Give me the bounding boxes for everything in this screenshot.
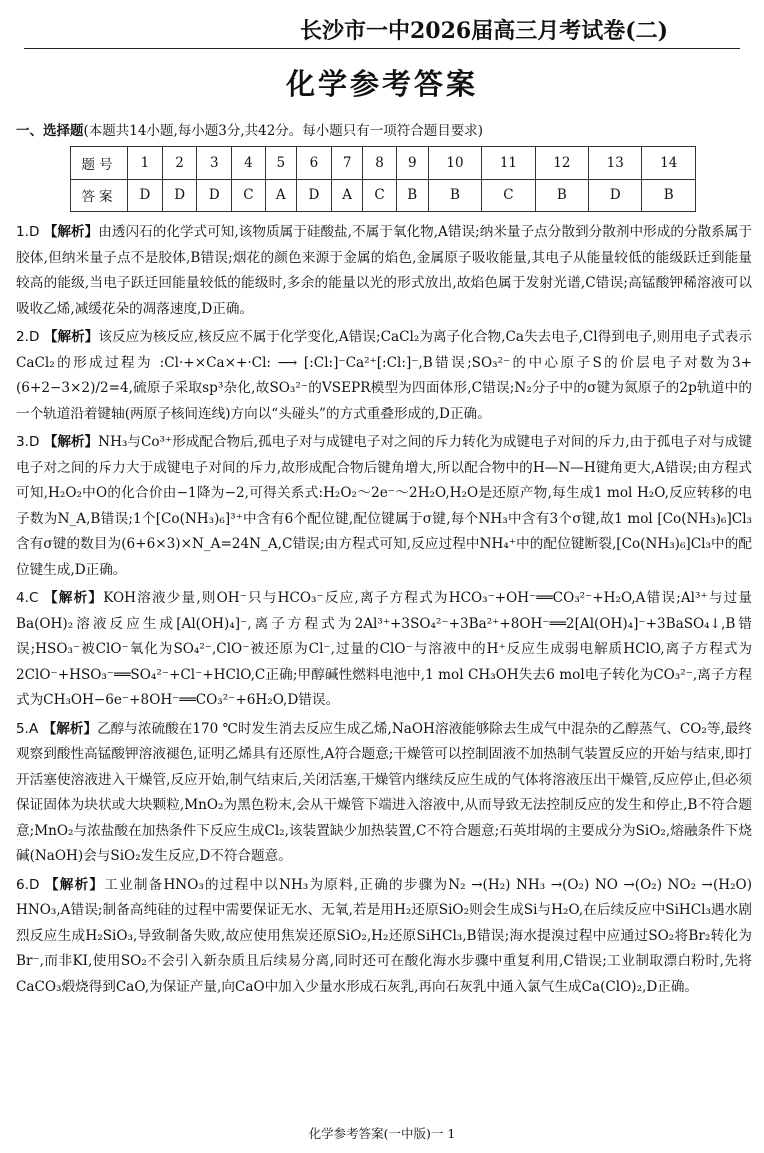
answer-cell: B <box>396 179 428 212</box>
answer-table-number-row <box>71 147 696 180</box>
answer-cell: C <box>482 179 535 212</box>
explanation-number: 4.C <box>16 590 39 606</box>
explanation-text: KOH溶液少量,则OH⁻只与HCO₃⁻反应,离子方程式为HCO₃⁻+OH⁻══CO₃²⁻+H₂O,A错误;Al³⁺与过量Ba(OH)₂溶液反应生成[Al(OH)₄]⁻,离子方程式为2Al³⁺+3SO₄²⁻+3Ba²⁺+8OH⁻══2[Al(OH)₄]⁻+3BaSO₄↓,B错误;HSO₃⁻被ClO⁻氧化为SO₄²⁻,ClO⁻被还原为Cl⁻,过量的ClO⁻与溶液中的H⁺反应生成弱电解质HClO,离子方程式为2ClO⁻+HSO₃⁻══SO₄²⁻+Cl⁻+HClO,C正确;甲醇碱性燃料电池中,1 mol CH₃OH失去6 mol电子转化为CO₃²⁻,离子方程式为CH₃OH−6e⁻+8OH⁻══CO₃²⁻+6H₂O,D错误。 <box>16 590 753 708</box>
answer-cell: D <box>162 179 197 212</box>
document-title: 化学参考答案 <box>285 67 478 101</box>
explanation-number: 6.D <box>16 876 40 893</box>
question-number: 11 <box>482 147 535 180</box>
question-number: 6 <box>297 147 332 180</box>
section-heading <box>16 119 756 139</box>
explanation-number: 1.D <box>16 224 40 240</box>
answer-cell: D <box>197 179 232 212</box>
explanation-tag: 【解析】 <box>44 876 105 893</box>
explanation-item-6 <box>16 873 752 1001</box>
school-exam-title: 长沙市一中2026届高三月考试卷(二) <box>300 18 669 44</box>
explanations-list <box>16 220 752 1003</box>
explanation-item-2 <box>16 325 752 427</box>
question-number: 9 <box>396 147 428 180</box>
explanation-item-1 <box>16 220 752 322</box>
explanation-text: 该反应为核反应,核反应不属于化学变化,A错误;CaCl₂为离子化合物,Ca失去电子,Cl得到电子,则用电子式表示CaCl₂的形成过程为 :Cl·+×Ca×+·Cl: ⟶ [:Cl:]⁻Ca²⁺[:Cl:]⁻,B错误;SO₃²⁻的中心原子S的价层电子对数为3+(6+2−3×2)/2=4,硫原子采取sp³杂化,故SO₃²⁻的VSEPR模型为四面体形,C错误;N₂分子中的σ键为氮原子的2p轨道中的一个轨道沿着键轴(两原子核间连线)方向以“头碰头”的方式重叠形成的,D正确。 <box>16 329 752 422</box>
explanation-text: 由透闪石的化学式可知,该物质属于硅酸盐,不属于氧化物,A错误;纳米量子点分散到分散剂中形成的分散系属于胶体,但纳米量子点不是胶体,B错误;烟花的颜色来源于金属的焰色,金属原子吸收能量,其电子从能量较低的能级跃迁到能量较高的能级,当电子跃迁回能量较低的能级时,多余的能量以光的形式放出,故焰色属于发射光谱,C错误;高锰酸钾稀溶液可以吸收乙烯,减缓花朵的凋落速度,D正确。 <box>16 224 752 317</box>
explanation-tag: 【解析】 <box>43 329 99 345</box>
explanation-item-3 <box>16 430 752 583</box>
explanation-number: 2.D <box>16 329 40 345</box>
row-label-answer: 答案 <box>71 179 128 212</box>
page-footer: 化学参考答案(一中版)一 1 <box>308 1126 456 1141</box>
answer-cell: B <box>428 179 481 212</box>
section-label: 一、选择题 <box>16 123 84 139</box>
question-number: 12 <box>535 147 588 180</box>
question-number: 14 <box>642 147 696 180</box>
explanation-item-4 <box>16 586 752 714</box>
explanation-number: 5.A <box>16 720 39 737</box>
answer-cell: C <box>363 179 396 212</box>
question-number: 8 <box>363 147 396 180</box>
question-number: 5 <box>265 147 297 180</box>
explanation-tag: 【解析】 <box>44 590 104 606</box>
answer-cell: C <box>232 179 265 212</box>
explanation-tag: 【解析】 <box>43 434 99 450</box>
answer-cell: A <box>331 179 363 212</box>
explanation-text: NH₃与Co³⁺形成配合物后,孤电子对与成键电子对之间的斥力转化为成键电子对间的斥力,由于孤电子对与成键电子对之间的斥力大于成键电子对间的斥力,故形成配合物后键角增大,所以配合物中的H—N—H键角更大,A错误;由方程式可知,H₂O₂中O的化合价由−1降为−2,可得关系式:H₂O₂～2e⁻～2H₂O,H₂O是还原产物,每生成1 mol H₂O,反应转移的电子数为N_A,B错误;1个[Co(NH₃)₆]³⁺中含有6个配位键,配位键属于σ键,每个NH₃中含有3个σ键,故1 mol [Co(NH₃)₆]Cl₃含有σ键的数目为(6+6×3)×N_A=24N_A,C错误;由方程式可知,反应过程中NH₄⁺中的配位键断裂,[Co(NH₃)₆]Cl₃中的配位键生成,D正确。 <box>16 434 752 578</box>
header-divider <box>24 48 740 49</box>
row-label-question-number: 题号 <box>71 147 128 180</box>
answer-cell: D <box>128 179 163 212</box>
explanation-text: 乙醇与浓硫酸在170 ℃时发生消去反应生成乙烯,NaOH溶液能够除去生成气中混杂的乙醇蒸气、CO₂等,最终观察到酸性高锰酸钾溶液褪色,证明乙烯具有还原性,A符合题意;干燥管可以控制固液不加热制气装置反应的开始与结束,即打开活塞使溶液进入干燥管,反应开始,制气结束后,关闭活塞,干燥管内继续反应生成的气体将溶液压出干燥管,反应停止,但必须保证固体为块状或大块颗粒,MnO₂为黑色粉末,会从干燥管下端进入溶液中,从而导致无法控制反应的发生和停止,B不符合题意;MnO₂与浓盐酸在加热条件下反应生成Cl₂,该装置缺少加热装置,C不符合题意;石英坩埚的主要成分为SiO₂,熔融条件下烧碱(NaOH)会与SiO₂发生反应,D不符合题意。 <box>16 720 752 864</box>
question-number: 1 <box>128 147 163 180</box>
question-number: 13 <box>589 147 642 180</box>
answer-table-answer-row <box>71 179 696 212</box>
explanation-item-5 <box>16 717 752 870</box>
question-number: 7 <box>331 147 363 180</box>
answer-cell: A <box>265 179 297 212</box>
answer-table <box>70 146 696 212</box>
explanation-number: 3.D <box>16 434 40 450</box>
question-number: 2 <box>162 147 197 180</box>
answer-cell: D <box>589 179 642 212</box>
answer-cell: B <box>642 179 696 212</box>
explanation-tag: 【解析】 <box>42 720 98 737</box>
answer-cell: B <box>535 179 588 212</box>
answer-cell: D <box>297 179 332 212</box>
question-number: 4 <box>232 147 265 180</box>
question-number: 10 <box>428 147 481 180</box>
explanation-text: 工业制备HNO₃的过程中以NH₃为原料,正确的步骤为N₂ →(H₂) NH₃ →(O₂) NO →(O₂) NO₂ →(H₂O) HNO₃,A错误;制备高纯硅的过程中需要保证无水、无氧,若是用H₂还原SiO₂则会生成Si与H₂O,在后续反应中SiHCl₃遇水剧烈反应生成H₂SiO₃,导致制备失败,故应使用焦炭还原SiO₂,H₂还原SiHCl₃,B错误;海水提溴过程中应通过SO₂将Br₂转化为Br⁻,而非KI,使用SO₂不会引入新杂质且后续易分离,同时还可在酸化海水步骤中重复利用,C错误;工业制取漂白粉时,先将CaCO₃煅烧得到CaO,为保证产量,向CaO中加入少量水形成石灰乳,再向石灰乳中通入氯气生成Ca(ClO)₂,D正确。 <box>16 876 753 995</box>
section-note: (本题共14小题,每小题3分,共42分。每小题只有一项符合题目要求) <box>83 123 484 139</box>
explanation-tag: 【解析】 <box>43 224 99 240</box>
question-number: 3 <box>197 147 232 180</box>
